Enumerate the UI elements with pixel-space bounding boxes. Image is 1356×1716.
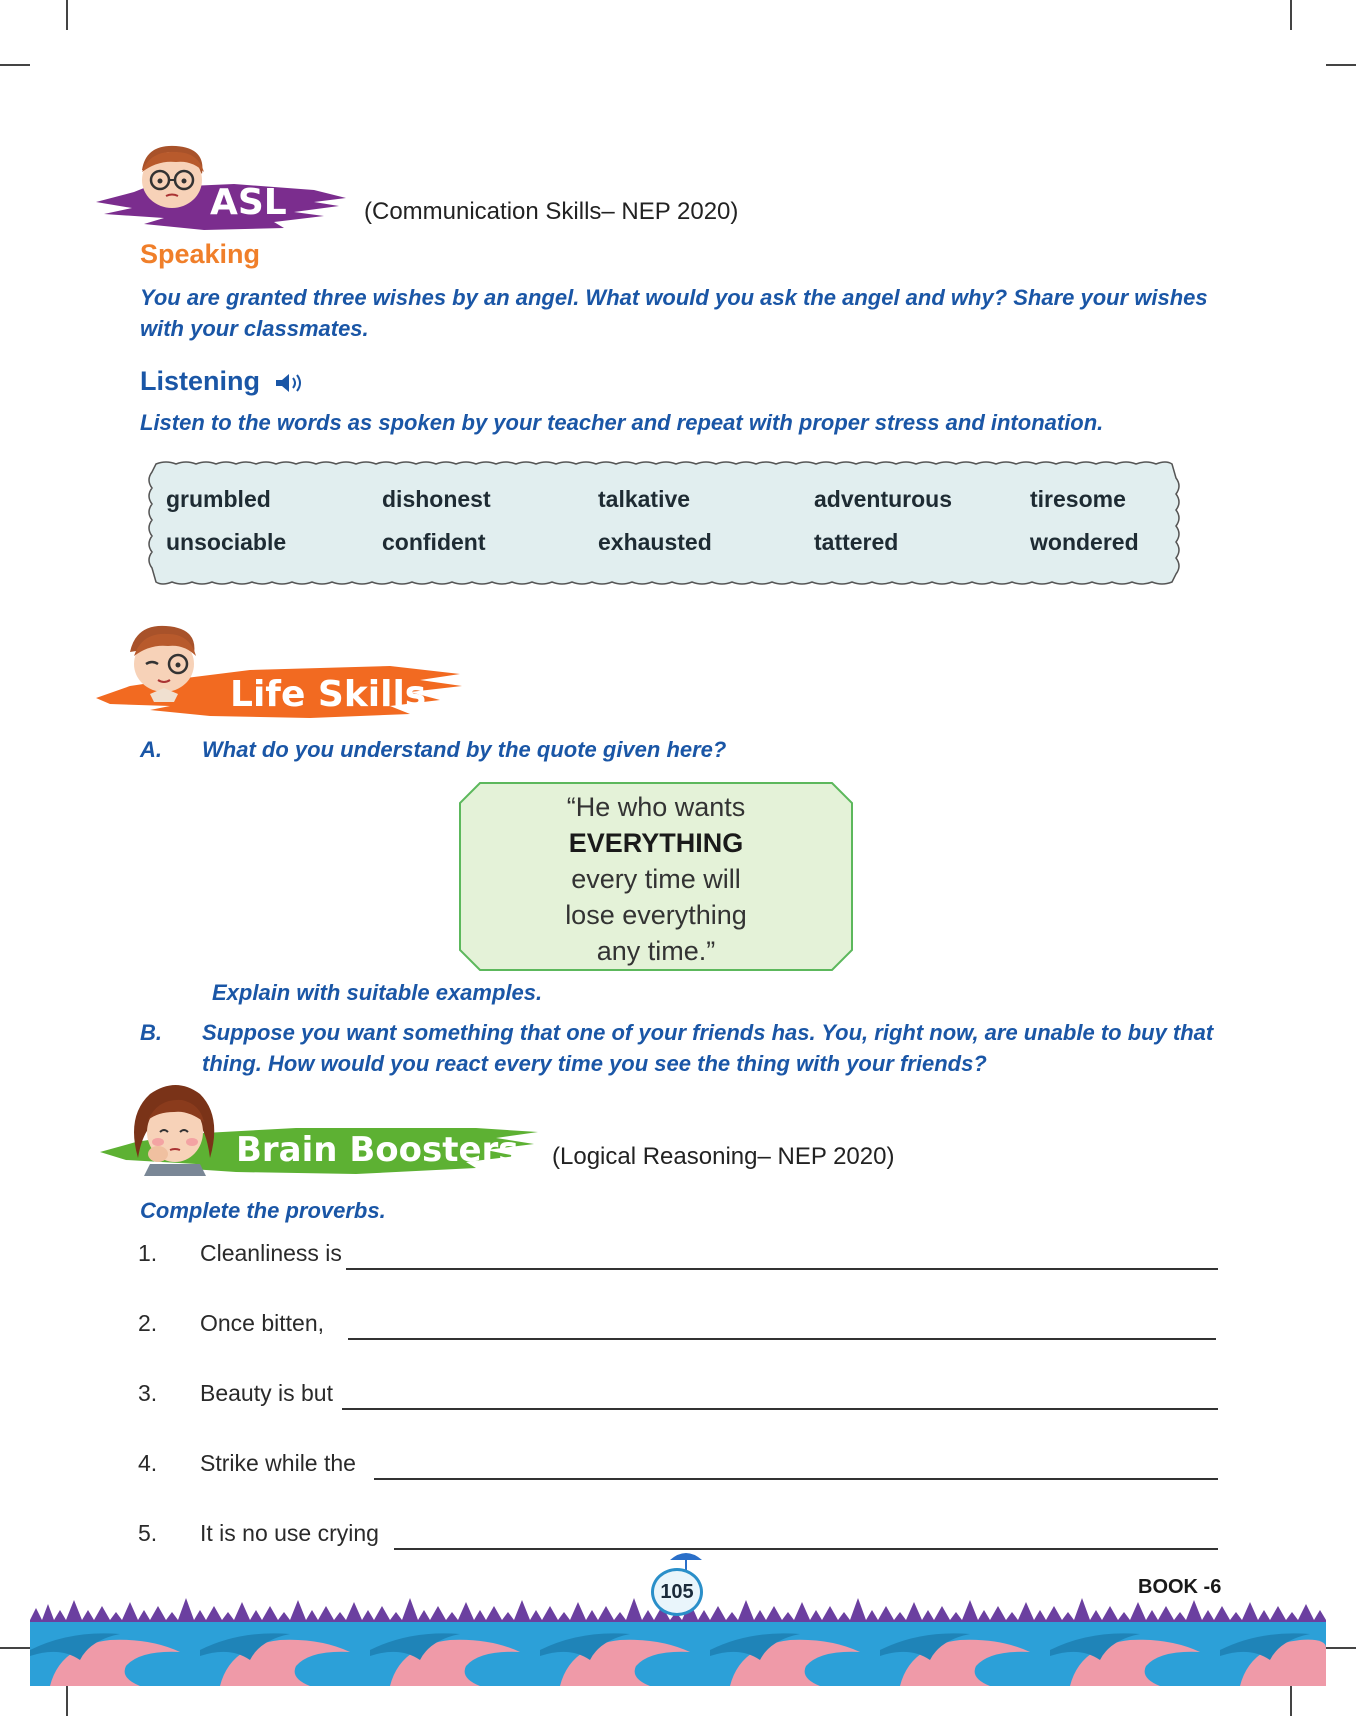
quote-line: any time.” — [596, 936, 716, 966]
proverbs-instruction: Complete the proverbs. — [140, 1198, 386, 1223]
word-item: unsociable — [166, 529, 287, 555]
answer-blank[interactable] — [394, 1548, 1218, 1550]
proverb-text: Beauty is but — [200, 1380, 333, 1406]
crop-mark — [66, 0, 68, 30]
crop-mark — [1290, 0, 1292, 30]
answer-blank[interactable] — [342, 1408, 1218, 1410]
quote-line: “He who wants — [566, 792, 746, 822]
explain-instruction: Explain with suitable examples. — [212, 980, 543, 1005]
umbrella-icon — [666, 1546, 706, 1570]
quote-line: every time will — [571, 864, 741, 894]
quote-text — [458, 789, 854, 969]
asl-banner — [84, 140, 364, 240]
quote-emphasis: EVERYTHING — [568, 828, 744, 858]
word-item: dishonest — [382, 486, 491, 512]
word-item: wondered — [1030, 529, 1139, 555]
answer-blank[interactable] — [348, 1338, 1216, 1340]
crop-mark — [0, 64, 30, 66]
page-number: 105 — [651, 1568, 703, 1616]
book-label: BOOK -6 — [1138, 1576, 1222, 1598]
speaker-icon[interactable] — [272, 371, 306, 395]
brain-boosters-banner — [96, 1076, 546, 1186]
crop-mark — [1326, 64, 1356, 66]
crop-mark — [66, 1686, 68, 1716]
asl-note: (Communication Skills– NEP 2020) — [364, 198, 739, 225]
question-b-label: B. — [140, 1020, 162, 1045]
question-b-text: Suppose you want something that one of your friends has. You, right now, are unable to buy that thing. How would you react every time you see the thing with your friends? — [202, 1020, 1214, 1076]
proverb-item — [138, 1450, 1218, 1484]
word-item: confident — [382, 529, 486, 555]
proverb-item — [138, 1310, 1218, 1344]
life-skills-title: Life Skills — [230, 674, 427, 715]
listening-instruction: Listen to the words as spoken by your teacher and repeat with proper stress and intonation. — [140, 410, 1104, 435]
listening-heading — [140, 366, 306, 397]
word-item: tiresome — [1030, 486, 1126, 512]
proverb-number: 1. — [138, 1240, 158, 1266]
word-item: adventurous — [814, 486, 953, 512]
life-skills-banner — [90, 622, 470, 732]
question-a-text: What do you understand by the quote given here? — [202, 737, 727, 762]
proverb-item — [138, 1240, 1218, 1274]
proverb-text: Once bitten, — [200, 1310, 325, 1336]
word-item: grumbled — [166, 486, 271, 512]
word-box — [142, 458, 1186, 588]
answer-blank[interactable] — [346, 1268, 1218, 1270]
proverb-text: Cleanliness is — [200, 1240, 342, 1266]
question-a-label: A. — [140, 737, 162, 762]
asl-title: ASL — [210, 182, 287, 223]
proverb-number: 5. — [138, 1520, 158, 1546]
brain-boosters-note: (Logical Reasoning– NEP 2020) — [552, 1143, 895, 1170]
word-item: exhausted — [598, 529, 712, 555]
crop-mark — [1326, 1647, 1356, 1649]
proverb-item — [138, 1380, 1218, 1414]
quote-box — [458, 781, 854, 972]
proverb-number: 4. — [138, 1450, 158, 1476]
brain-boosters-title: Brain Boosters — [236, 1130, 519, 1170]
answer-blank[interactable] — [374, 1478, 1218, 1480]
proverb-number: 2. — [138, 1310, 158, 1336]
quote-line: lose everything — [565, 900, 747, 930]
crop-mark — [1290, 1686, 1292, 1716]
crop-mark — [0, 1647, 30, 1649]
speaking-heading: Speaking — [140, 239, 261, 269]
proverb-text: It is no use crying — [200, 1520, 379, 1546]
word-item: tattered — [814, 529, 899, 555]
speaking-instruction: You are granted three wishes by an angel. What would you ask the angel and why? Share your wishes with your classmates. — [140, 285, 1208, 341]
word-item: talkative — [598, 486, 691, 512]
listening-label: Listening — [140, 366, 260, 396]
word-grid — [166, 486, 1190, 556]
proverb-text: Strike while the — [200, 1450, 356, 1476]
proverb-number: 3. — [138, 1380, 158, 1406]
